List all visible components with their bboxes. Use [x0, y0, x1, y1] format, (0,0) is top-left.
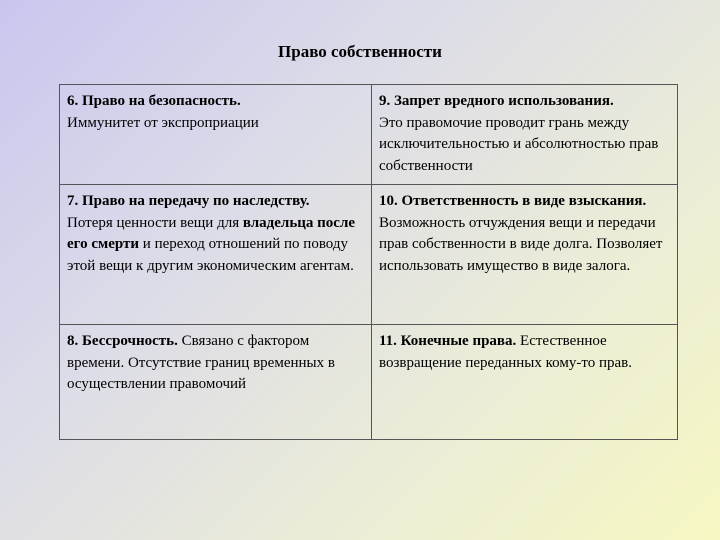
cell-6-heading: 6. Право на безопасность. [67, 93, 241, 109]
cell-8-heading: 8. Бессрочность. [67, 333, 178, 349]
cell-7-heading: 7. Право на передачу по наследству. [67, 193, 310, 209]
cell-9-text: Это правомочие проводит грань между исключительностью и абсолютностью прав собственности [379, 114, 659, 174]
cell-8-perpetuity [60, 325, 372, 440]
cell-8-text: Связано с фактором времени. Отсутствие границ временных в осуществлении правомочий [67, 333, 335, 392]
cell-10-liability [372, 185, 678, 325]
cell-10-heading: 10. Ответственность в виде взыскания. [379, 193, 647, 209]
cell-10-text: Возможность отчуждения вещи и передачи прав собственности в виде долга. Позволяет использовать имущество в виде залога. [379, 214, 663, 274]
cell-11-final-rights [372, 325, 678, 440]
cell-7-inheritance [60, 185, 372, 325]
cell-9-heading: 9. Запрет вредного использования. [379, 93, 614, 109]
cell-11-text: Естественное возвращение переданных кому-то прав. [379, 333, 632, 371]
rights-table [59, 84, 678, 440]
cell-11-heading: 11. Конечные права. [379, 333, 517, 349]
cell-9-harmful-use-ban [372, 85, 678, 185]
cell-6-right-to-security [60, 85, 372, 185]
table-row [60, 325, 678, 440]
cell-7-text-a: Потеря ценности вещи для [67, 214, 243, 231]
cell-7-emphasis: владельца после его смерти [67, 214, 356, 252]
page-title: Право собственности [278, 42, 442, 61]
cell-7-text-b: и переход отношений по поводу этой вещи к другим экономическим агентам. [67, 236, 354, 274]
table-row [60, 185, 678, 325]
cell-6-text: Иммунитет от экспроприации [67, 114, 259, 131]
table-row [60, 85, 678, 185]
